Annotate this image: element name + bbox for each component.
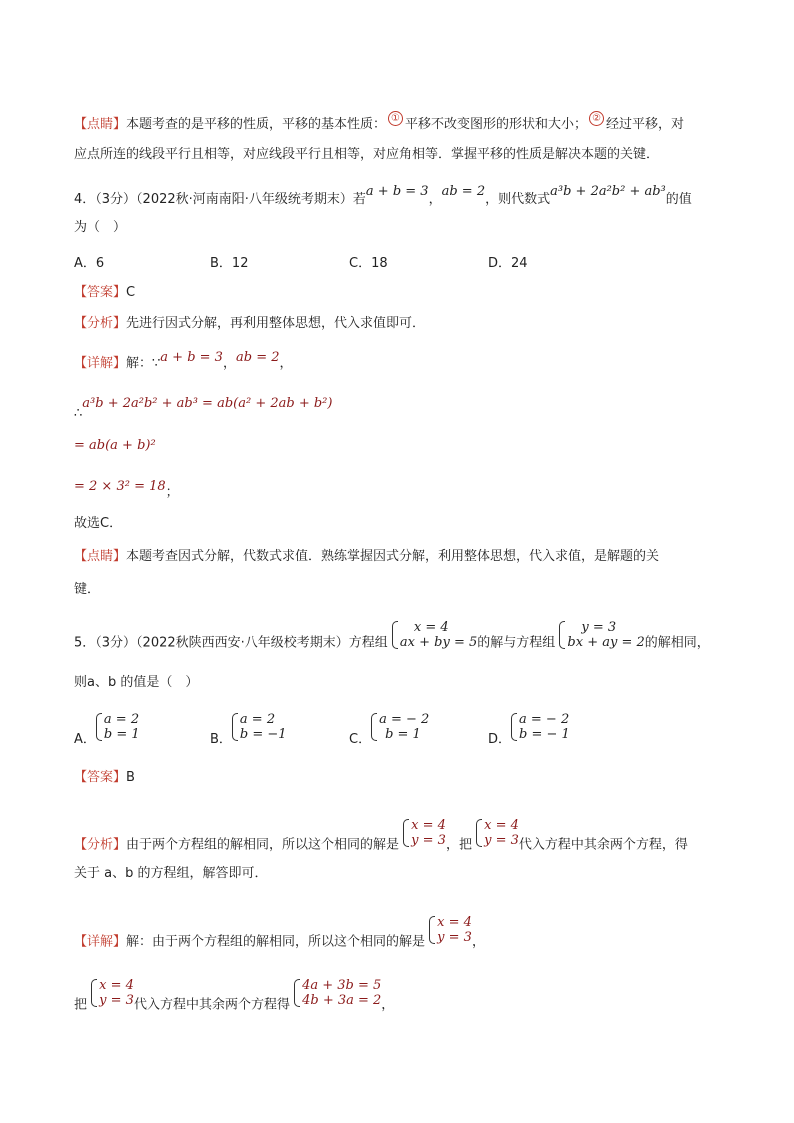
q5-system-1: x = 4 ax + by = 5 [392,620,477,650]
q5-analysis: 【分析】由于两个方程组的解相同，所以这个相同的解是 x = 4 y = 3 ，把 x = 4 y = 3 代入方程中其余两个方程，得 [74,818,688,853]
q5-system-2: y = 3 bx + ay = 2 [559,620,644,650]
q4-answer: 【答案】C [74,285,136,300]
q5-solution-2: x = 4 y = 3 [476,818,519,848]
circled-two: ② [589,111,604,126]
q4-conclusion: 故选C． [74,516,123,531]
q5-solution-3: x = 4 y = 3 [429,915,472,945]
q5-option-a: A． a = 2 b = 1 [74,712,140,747]
q5-stem: 5．（3分）（2022秋陕西西安·八年级校考期末）方程组 x = 4 ax + by = 5 的解与方程组 y = 3 bx + ay = 2 的解相同， [74,620,710,651]
q4-step3: = 2 × 3² = 18； [74,479,179,500]
q4-eq2: ab = 2 [441,184,486,199]
q5-option-b: B． a = 2 b = −1 [210,712,287,747]
q5-analysis-line2: 关于 a、b 的方程组，解答即可． [74,866,268,881]
q5-solution-4: x = 4 y = 3 [91,978,134,1008]
q4-stem-line2: 为（ ） [74,220,127,235]
q4-option-a: A．6 [74,256,105,271]
q4-step2: = ab(a + b)² [74,438,156,453]
q4-option-c: C．18 [349,256,388,271]
q4-detail: 【详解】解：∵a + b = 3，ab = 2， [74,350,293,371]
q5-option-c: C． a = − 2 b = 1 [349,712,430,747]
q5-answer: 【答案】B [74,770,135,785]
q4-note-line2: 键． [74,582,101,597]
q4-expr: a³b + 2a²b² + ab³ [550,184,666,199]
q4-stem: 4．（3分）（2022秋·河南南阳·八年级统考期末）若a + b = 3，ab = 2，则代数式a³b + 2a²b² + ab³的值 [74,184,692,207]
q5-stem-line2: 则a、b 的值是（ ） [74,675,199,690]
note-q3-line1: 【点睛】本题考查的是平移的性质，平移的基本性质： ① 平移不改变图形的形状和大小； ② 经过平移，对 [74,113,685,132]
circled-one: ① [388,111,403,126]
q4-analysis: 【分析】先进行因式分解，再利用整体思想，代入求值即可． [74,316,426,331]
q4-eq1: a + b = 3 [365,184,429,199]
q5-detail: 【详解】解：由于两个方程组的解相同，所以这个相同的解是 x = 4 y = 3 ， [74,915,485,950]
q4-note-line1: 【点睛】本题考查因式分解，代数式求值．熟练掌握因式分解，利用整体思想，代入求值，是解题的关 [74,549,660,564]
q5-option-d: D． a = − 2 b = − 1 [488,712,570,747]
q5-detail-line2: 把 x = 4 y = 3 代入方程中其余两个方程得 4a + 3b = 5 4b + 3a = 2 ， [74,978,395,1013]
q4-option-d: D．24 [488,256,528,271]
q4-step1: ∴a³b + 2a²b² + ab³ = ab(a² + 2ab + b²) [74,396,333,421]
q5-system-3: 4a + 3b = 5 4b + 3a = 2 [294,978,381,1008]
note-tag: 【点睛】 [74,117,127,132]
q5-solution-1: x = 4 y = 3 [403,818,446,848]
q4-option-b: B．12 [210,256,249,271]
note-q3-line2: 应点所连的线段平行且相等，对应线段平行且相等，对应角相等．掌握平移的性质是解决本题的关键． [74,147,660,162]
